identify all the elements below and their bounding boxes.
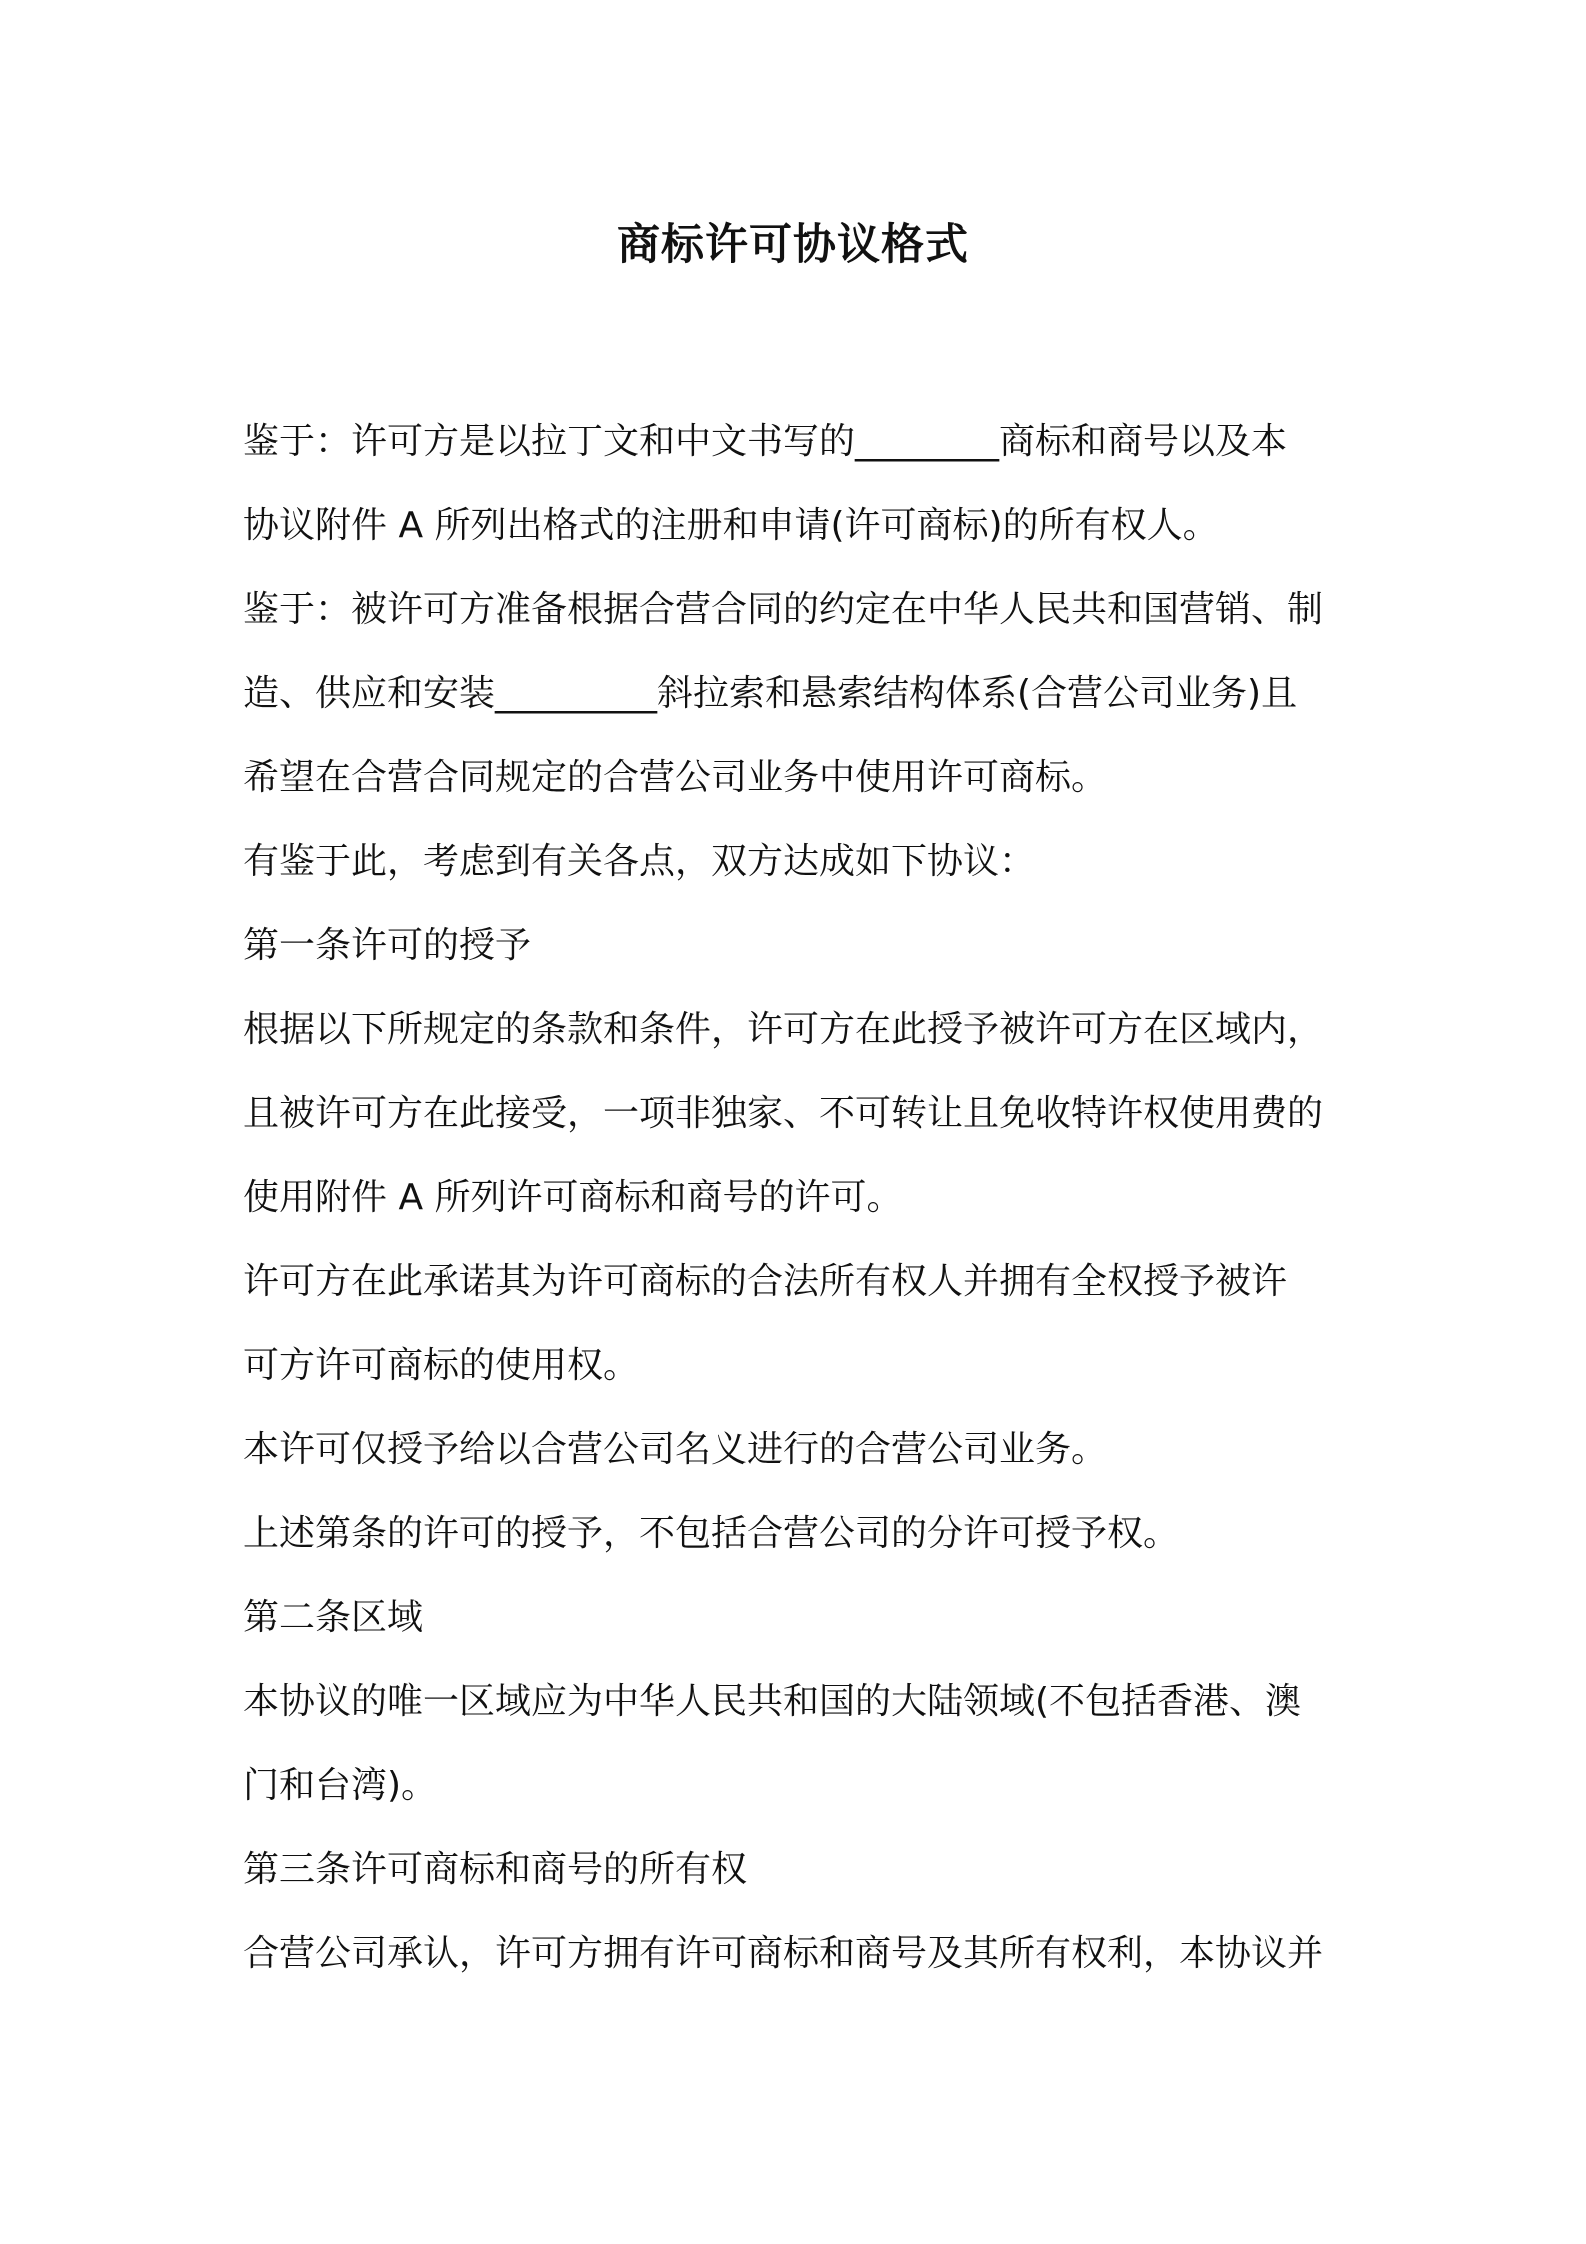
paragraph-line: 根据以下所规定的条款和条件，许可方在此授予被许可方在区域内，	[243, 1009, 1324, 1050]
paragraph-line: 合营公司承认，许可方拥有许可商标和商号及其所有权利，本协议并	[243, 1933, 1324, 1974]
paragraph-line: 鉴于：许可方是以拉丁文和中文书写的________商标和商号以及本	[243, 421, 1288, 462]
paragraph-line: 造、供应和安装_________斜拉索和悬索结构体系(合营公司业务)且	[243, 673, 1298, 714]
paragraph-line: 门和台湾)。	[243, 1765, 438, 1806]
section-heading: 第一条许可的授予	[243, 925, 532, 966]
section-heading: 第二条区域	[243, 1597, 424, 1638]
paragraph-line: 且被许可方在此接受，一项非独家、不可转让且免收特许权使用费的	[243, 1093, 1324, 1134]
document-body	[243, 400, 1363, 1996]
document-title: 商标许可协议格式	[617, 220, 969, 270]
paragraph-line: 可方许可商标的使用权。	[243, 1345, 640, 1386]
paragraph-line: 本许可仅授予给以合营公司名义进行的合营公司业务。	[243, 1429, 1108, 1470]
paragraph-line: 希望在合营合同规定的合营公司业务中使用许可商标。	[243, 757, 1108, 798]
paragraph-line: 鉴于：被许可方准备根据合营合同的约定在中华人民共和国营销、制	[243, 589, 1324, 630]
paragraph-line: 许可方在此承诺其为许可商标的合法所有权人并拥有全权授予被许	[243, 1261, 1288, 1302]
paragraph-line: 本协议的唯一区域应为中华人民共和国的大陆领域(不包括香港、澳	[243, 1681, 1302, 1722]
paragraph-line: 上述第条的许可的授予，不包括合营公司的分许可授予权。	[243, 1513, 1180, 1554]
section-heading: 第三条许可商标和商号的所有权	[243, 1849, 748, 1890]
paragraph-line: 协议附件 A 所列出格式的注册和申请(许可商标)的所有权人。	[243, 505, 1219, 546]
paragraph-line: 使用附件 A 所列许可商标和商号的许可。	[243, 1177, 903, 1218]
paragraph-line: 有鉴于此，考虑到有关各点，双方达成如下协议：	[243, 841, 1036, 882]
